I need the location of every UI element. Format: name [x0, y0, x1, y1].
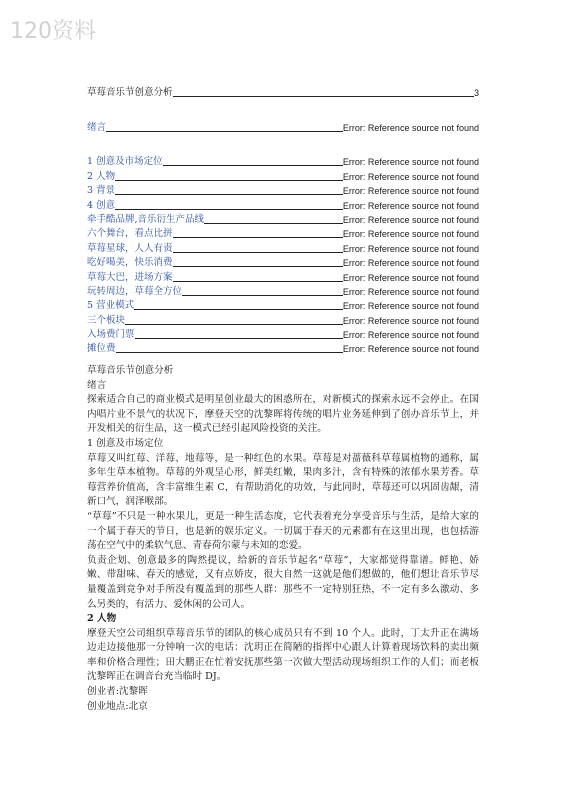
toc-entry-label: 牵手酷品牌,音乐衍生产品线 [87, 213, 205, 225]
toc-leader-line [204, 223, 343, 224]
toc-entry-label: 草莓音乐节创意分析 [87, 87, 173, 99]
toc-entry-label: 5 营业模式 [87, 300, 135, 312]
toc-items [87, 154, 479, 355]
toc-entry-page: Error: Reference source not found [342, 200, 479, 211]
toc-entry[interactable] [87, 197, 479, 211]
toc-entry-page: 3 [473, 88, 479, 99]
section1-paragraph-2: “草莓”不只是一种水果儿，更是一种生活态度，它代表着充分享受音乐与生活，是给大家的一个属于春天的节日，也是新的娱乐定义。一切属于春天的元素都有在这里出现，也包括游荡在空气中的柔软气息、青春荷尔蒙与未知的恋爱。 [87, 510, 479, 552]
section2-paragraph-1: 摩登天空公司组织草莓音乐节的团队的核心成员只有不到 10 个人。此时，丁太升正在满场边走边接他那一分钟响一次的电话：沈玥正在简陋的指挥中心跟人计算着现场饮料的卖出频率和价格合理性；田大鹏正在忙着安抚那些第一次做大型活动现场组织工作的人们；而老板沈黎晖正在调音台充当临时 DJ。 [87, 627, 479, 683]
toc-entry-label: 吃好喝美，快乐消费 [87, 257, 173, 269]
toc-entry-page: Error: Reference source not found [342, 286, 479, 297]
toc-leader-line [115, 180, 343, 181]
toc-entry[interactable] [87, 312, 479, 326]
toc-entry[interactable] [87, 168, 479, 182]
toc-entry[interactable] [87, 255, 479, 269]
toc-leader-line [173, 96, 474, 97]
toc-entry-label: 三个板块 [87, 314, 126, 326]
toc-entry-page: Error: Reference source not found [342, 272, 479, 283]
toc-leader-line [173, 266, 343, 267]
toc-entry-page: Error: Reference source not found [342, 157, 479, 168]
toc-entry-label: 入场费门票 [87, 329, 135, 341]
toc-leader-line [173, 252, 343, 253]
toc-leader-line [173, 281, 343, 282]
toc-leader-line [135, 338, 343, 339]
toc-entry[interactable] [87, 298, 479, 312]
document-body [87, 364, 479, 714]
toc-entry[interactable] [87, 327, 479, 341]
toc-leader-line [125, 324, 343, 325]
toc-leader-line [182, 295, 343, 296]
toc-entry-page: Error: Reference source not found [342, 229, 479, 240]
watermark: 120资料 [10, 19, 96, 44]
toc-entry-page: Error: Reference source not found [342, 214, 479, 225]
toc-entry[interactable] [87, 183, 479, 197]
toc-entry-page: Error: Reference source not found [342, 123, 479, 134]
intro-heading: 绪言 [87, 379, 107, 391]
toc-entry[interactable] [87, 212, 479, 226]
toc-entry-page: Error: Reference source not found [342, 258, 479, 269]
toc-entry-label: 草莓星球，人人有责 [87, 242, 173, 254]
toc-leader-line [173, 237, 343, 238]
toc-entry-label: 六个舞台，看点比拼 [87, 228, 173, 240]
toc-entry-page: Error: Reference source not found [342, 315, 479, 326]
toc-entry-page: Error: Reference source not found [342, 301, 479, 312]
document-title: 草莓音乐节创意分析 [87, 365, 174, 376]
toc-entry-page: Error: Reference source not found [342, 171, 479, 182]
toc-entry[interactable] [87, 154, 479, 168]
toc-entry[interactable] [87, 240, 479, 254]
toc-leader-line [116, 352, 343, 353]
section2-heading: 2 人物 [87, 613, 117, 625]
toc-leader-line [115, 209, 343, 210]
toc-entry-page: Error: Reference source not found [342, 330, 479, 341]
toc-intro-block [87, 120, 479, 134]
location-line: 创业地点:北京 [87, 700, 148, 712]
toc-leader-line [106, 131, 343, 132]
toc-entry[interactable] [87, 341, 479, 355]
toc-entry-label: 1 创意及市场定位 [87, 156, 163, 168]
toc-entry-title[interactable] [87, 85, 479, 99]
toc-entry-label: 摊位费 [87, 343, 116, 355]
toc-entry-label: 草莓大巴，进场方案 [87, 271, 173, 283]
toc-entry-page: Error: Reference source not found [342, 243, 479, 254]
founder-line: 创业者:沈黎晖 [87, 686, 148, 698]
toc-entry-label: 3 背景 [87, 185, 116, 197]
toc-entry-label: 绪言 [87, 122, 107, 134]
toc-entry-page: Error: Reference source not found [342, 186, 479, 197]
section1-paragraph-3: 负责企划、创意最多的陶然提议，给新的音乐节起名“草莓”，大家都觉得靠谱。鲜艳、娇嫩、带甜味、春天的感觉，又有点娇皮，很大自然一这就是他们想做的，他们想让音乐节尽量覆盖到竞争对手所没有覆盖到的那些人群：那些不一定特别狂热，不一定有多么激动、多么另类的，有活力、爱休闲的公司人。 [87, 554, 479, 610]
table-of-contents [87, 85, 479, 99]
toc-entry-page: Error: Reference source not found [342, 344, 479, 355]
toc-entry[interactable] [87, 226, 479, 240]
toc-entry[interactable] [87, 269, 479, 283]
toc-entry-intro[interactable] [87, 120, 479, 134]
toc-leader-line [163, 165, 343, 166]
toc-entry[interactable] [87, 284, 479, 298]
toc-entry-label: 玩转周边，草莓全方位 [87, 285, 183, 297]
toc-leader-line [134, 309, 343, 310]
toc-leader-line [115, 194, 343, 195]
section1-paragraph-1: 草莓又叫红莓、洋莓、地莓等，是一种红色的水果。草莓是对蔷薇科草莓属植物的通称，属多年生草本植物。草莓的外观呈心形，鲜美红嫩，果肉多汁，含有特殊的浓郁水果芳香。草莓营养价值高，含丰富维生素 C，有帮助消化的功效，与此同时，草莓还可以巩固齿龈，清新口气，润泽喉部。 [87, 452, 479, 508]
intro-paragraph: 探索适合自己的商业模式是明星创业最大的困惑所在，对新模式的探索永远不会停止。在国内唱片业不景气的状况下，摩登天空的沈黎晖将传统的唱片业务延伸到了创办音乐节上，并开发相关的衍生品，这一模式已经引起风险投资的关注。 [87, 394, 479, 435]
toc-entry-label: 2 人物 [87, 170, 116, 182]
section1-heading: 1 创意及市场定位 [87, 437, 164, 449]
toc-entry-label: 4 创意 [87, 199, 116, 211]
